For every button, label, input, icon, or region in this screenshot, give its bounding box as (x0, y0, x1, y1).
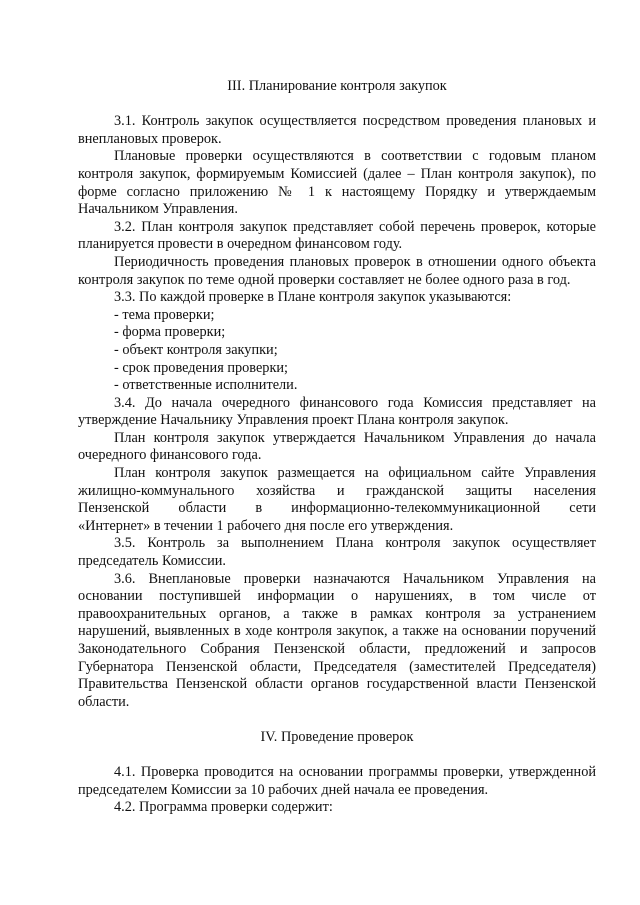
paragraph-plan-approval: План контроля закупок утверждается Начальником Управления до начала очередного финансового года. (78, 429, 596, 464)
section-3-heading: III. Планирование контроля закупок (227, 78, 447, 94)
paragraph-3-5: 3.5. Контроль за выполнением Плана контроля закупок осуществляет председатель Комиссии. (78, 535, 596, 570)
list-item-object: - объект контроля закупки; (114, 341, 278, 358)
paragraph-periodicity: Периодичность проведения плановых проверок в отношении одного объекта контроля закупок по теме одной проверки составляет не более одного раза в год. (78, 253, 596, 288)
paragraph-3-6: 3.6. Внеплановые проверки назначаются Начальником Управления на основании поступившей информации о нарушениях, в том числе от правоохранительных органов, а также в рамках контроля за устранением нарушений, выявленных в ходе контроля закупок, а также на основании поручений Законодательного Собрания Пензенской области, предложений и запросов Губернатора Пензенской области, Председателя (заместителей Председателя) Правительства Пензенской области органов государственной власти Пензенской области. (78, 570, 596, 710)
list-item-topic: - тема проверки; (114, 306, 215, 323)
list-item-executors: - ответственные исполнители. (114, 377, 298, 394)
list-item-form: - форма проверки; (114, 324, 226, 341)
document-page (78, 78, 596, 817)
paragraph-3-4: 3.4. До начала очередного финансового года Комиссия представляет на утверждение Начальнику Управления проект Плана контроля закупок. (78, 394, 596, 429)
publication-line: жилищно-коммунального хозяйства и гражданской защиты населения (78, 482, 596, 499)
publication-line: Пензенской области в информационно-телекоммуникационной сети (78, 500, 596, 517)
paragraph-planned-checks: Плановые проверки осуществляются в соответствии с годовым планом контроля закупок, формируемым Комиссией (далее – План контроля закупок), по форме согласно приложению № 1 к настоящему Порядку и утверждаемым Начальником Управления. (78, 148, 596, 218)
list-item-deadline: - срок проведения проверки; (114, 359, 289, 376)
paragraph-3-3: 3.3. По каждой проверке в Плане контроля закупок указываются: (114, 289, 512, 306)
section-4-heading: IV. Проведение проверок (260, 728, 414, 745)
paragraph-4-2: 4.2. Программа проверки содержит: (114, 799, 333, 816)
paragraph-plan-publication (78, 465, 596, 535)
publication-line: «Интернет» в течении 1 рабочего дня после его утверждения. (78, 517, 454, 534)
publication-line: План контроля закупок размещается на официальном сайте Управления (114, 465, 596, 482)
paragraph-4-1: 4.1. Проверка проводится на основании программы проверки, утвержденной председателем Комиссии за 10 рабочих дней начала ее проведения. (78, 764, 596, 798)
paragraph-3-2: 3.2. План контроля закупок представляет собой перечень проверок, которые планируется провести в очередном финансовом году. (78, 218, 596, 253)
paragraph-3-1: 3.1. Контроль закупок осуществляется посредством проведения плановых и внеплановых проверок. (78, 113, 596, 147)
